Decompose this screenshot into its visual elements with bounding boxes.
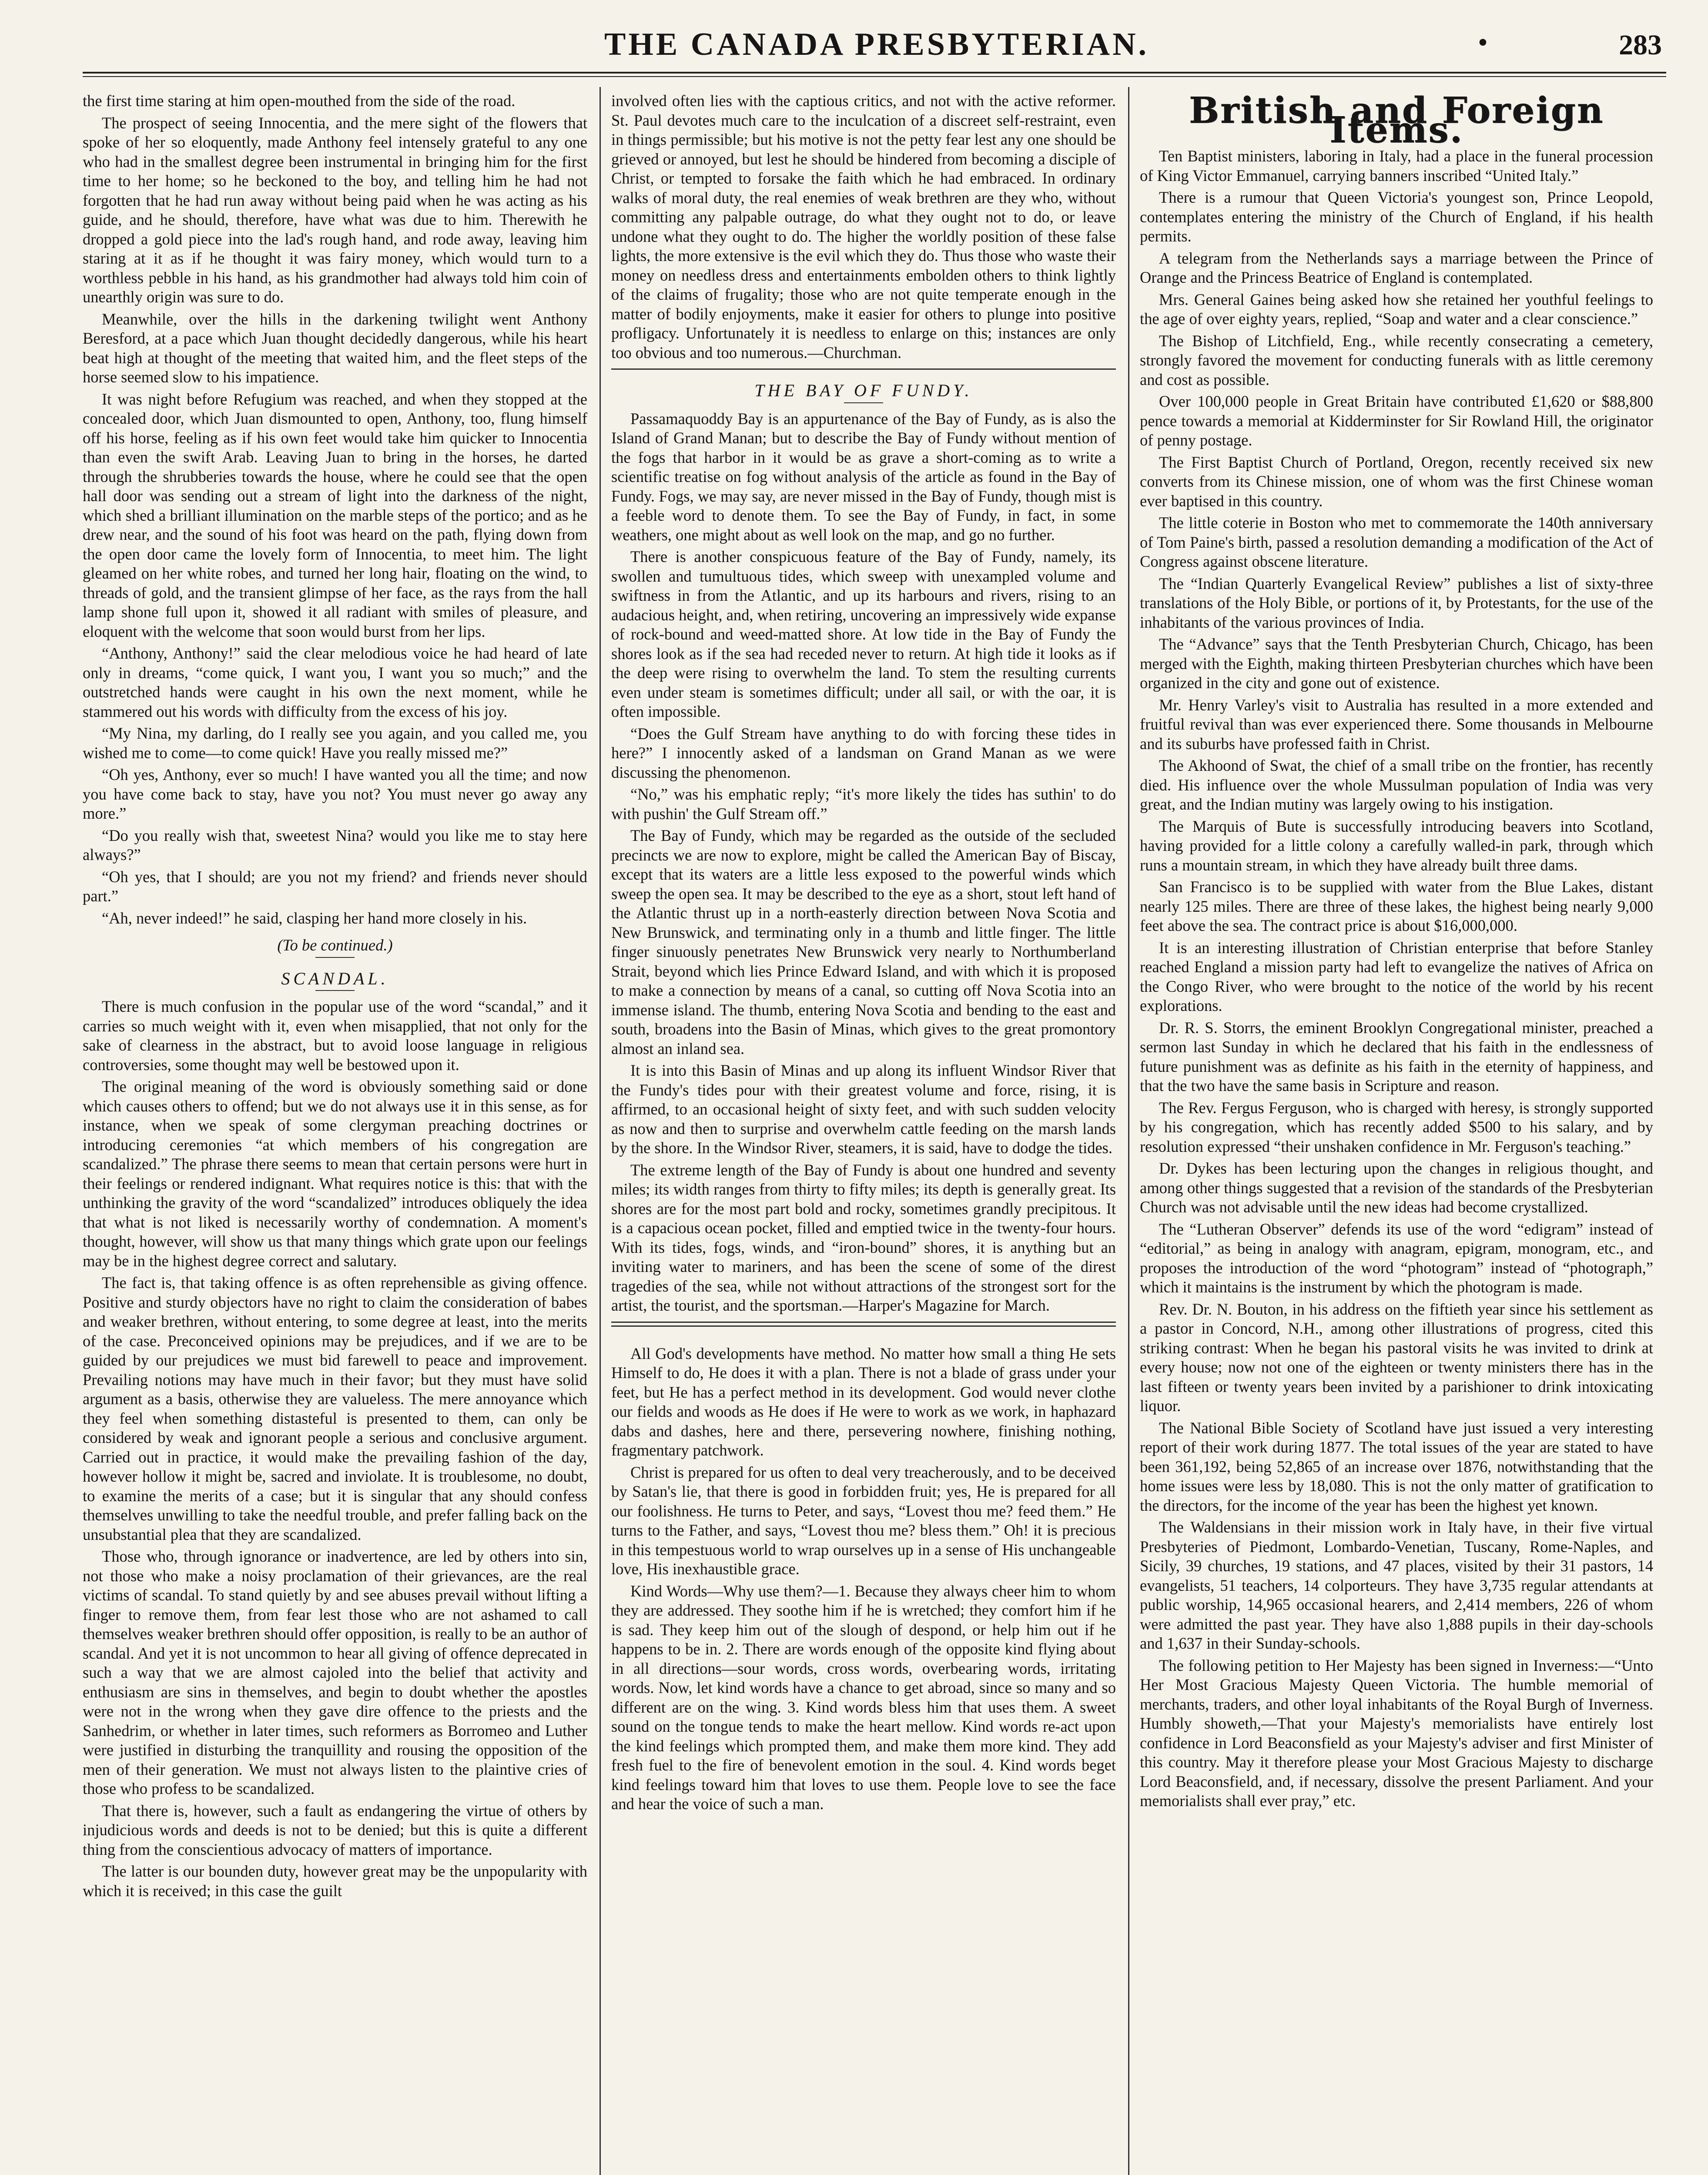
paragraph: “My Nina, my darling, do I really see you again, and you called me, you wished me to come—to come quick! Have you really missed me?” <box>83 724 587 762</box>
paragraph: It is into this Basin of Minas and up along its influent Windsor River that the Fundy's tides pour with their greatest volume and force, rising, it is affirmed, to an occasional height of sixty feet, and with such sudden velocity as now and then to surprise and overwhelm cattle feeding on the marsh lands by the shore. In the Windsor River, steamers, it is said, have to dodge the tides. <box>611 1061 1116 1157</box>
british-foreign-items-heading: British and Foreign Items. <box>1189 91 1604 151</box>
paragraph: Over 100,000 people in Great Britain have contributed £1,620 or $88,800 pence towards a memorial at Kidderminster for Sir Rowland Hill, the originator of penny postage. <box>1140 392 1653 449</box>
paragraph: The “Advance” says that the Tenth Presbyterian Church, Chicago, has been merged with the Eighth, making thirteen Presbyterian churches which have been organized in the city and gone out of existence. <box>1140 635 1653 692</box>
paragraph: The little coterie in Boston who met to commemorate the 140th anniversary of Tom Paine's birth, passed a resolution demanding a modification of the Act of Congress against obscene literature. <box>1140 514 1653 570</box>
fundy-title: THE BAY OF FUNDY. <box>754 381 973 400</box>
paragraph: Rev. Dr. N. Bouton, in his address on the fiftieth year since his settlement as a pastor in Concord, N.H., among other illustrations of progress, cited this striking contrast: When he began his pastoral visits he was invited to drink at every house; now not one of the eighteen or twenty ministers there has in the last fifteen or twenty years been invited by a parishioner to drink intoxicating liquor. <box>1140 1300 1653 1415</box>
section-divider <box>611 1322 1116 1327</box>
paragraph: There is another conspicuous feature of the Bay of Fundy, namely, its swollen and tumultuous tides, which sweep with unexampled volume and swiftness in from the Atlantic, and up its harbours and rivers, rising to an audacious height, and, when retiring, uncovering an impressively wide expanse of rock-bound and weed-matted shore. At low tide in the Bay of Fundy the shores look as if the sea had receded never to return. At high tide it looks as if the deep were rising to overwhelm the land. To stem the resulting currents even under steam is sometimes difficult; under all sail, or with the oar, it is often impossible. <box>611 548 1116 720</box>
paragraph: The prospect of seeing Innocentia, and the mere sight of the flowers that spoke of her so eloquently, made Anthony feel intensely grateful to any one who had in the smallest degree been instrumental in bringing him for the first time to her home; so he beckoned to the boy, and telling him he had not forgotten that he had run away without being paid when he was acting as his guide, and he should, therefore, have what was due to him. Therewith he dropped a gold piece into the lad's rough hand, and rode away, leaving him staring at it as if he thought it was fairy money, which would turn to a worthless pebble in his hand, as his grandmother had always told him coin of unearthly origin was sure to do. <box>83 114 587 306</box>
paragraph: The First Baptist Church of Portland, Oregon, recently received six new converts from its Chinese mission, one of whom was the first Chinese woman ever baptised in this country. <box>1140 453 1653 510</box>
paragraph: The Bishop of Litchfield, Eng., while recently consecrating a cemetery, strongly favored the movement for conducting funerals with as little ceremony and cost as possible. <box>1140 331 1653 388</box>
column-3 <box>1140 91 1653 2175</box>
paragraph: The “Indian Quarterly Evangelical Review” publishes a list of sixty-three translations of the Holy Bible, or portions of it, by Protestants, for the use of the inhabitants of the various provinces of India. <box>1140 574 1653 631</box>
paragraph: The following petition to Her Majesty has been signed in Inverness:—“Unto Her Most Gracious Majesty Queen Victoria. The humble memorial of merchants, traders, and other loyal inhabitants of the Royal Burgh of Inverness. Humbly showeth,—That your Majesty's memorialists have entirely lost confidence in Lord Beaconsfield as your Majesty's adviser and first Minister of this country. May it therefore please your Most Gracious Majesty to discharge Lord Beaconsfield, and, if necessary, dissolve the present Parliament. And your memorialists shall ever pray,” etc. <box>1140 1656 1653 1810</box>
paragraph: involved often lies with the captious critics, and not with the active reformer. St. Paul devotes much care to the inculcation of a discreet self-restraint, even in things permissible; but his motive is not the petty fear lest any one should be grieved or annoyed, but lest he should be hindered from becoming a disciple of Christ, or tempted to forsake the faith which he had embraced. In ordinary walks of moral duty, the real enemies of weak brethren are they who, without committing any palpable outrage, do what they ought not to do, or leave undone what they ought to do. The higher the worldly position of these false lights, the more extensive is the evil which they do. Thus those who waste their money on needless dress and entertainments embolden others to think lightly of the claims of frugality; those who are not quite temperate enough in the matter of bodily enjoyments, make it easier for others to plunge into positive profligacy. Unfortunately it is needless to enlarge on this; instances are only too obvious and too numerous.—Churchman. <box>611 92 1116 361</box>
section-divider <box>315 957 355 958</box>
paragraph: The fact is, that taking offence is as often reprehensible as giving offence. Positive and sturdy objectors have no right to claim the consideration of babes and weaker brethren, without entering, to some degree at least, into the merits of the case. Preconceived opinions may be prejudices, and if we are to be guided by our prejudices we must bid farewell to peace and improvement. Prevailing notions may have much in their favor; but they must have solid argument as a basis, otherwise they are valueless. The mere annoyance which they feel when something distasteful is presented to them, can only be considered by weak and ignorant people a serious and conclusive argument. Carried out in practice, it would make the prevailing fashion of the day, however hollow it might be, sacred and inviolate. It is troublesome, no doubt, to examine the merits of a case; but it is singular that any should confess themselves unwilling to take the needful trouble, and prefer falling back on the unsubstantial plea that they are scandalized. <box>83 1274 587 1543</box>
paragraph: Passamaquoddy Bay is an appurtenance of the Bay of Fundy, as is also the Island of Grand Manan; but to describe the Bay of Fundy without mention of the fogs that harbor in it would be as grave a short-coming as to write a scientific treatise on fog without analysis of the article as found in the Bay of Fundy. Fogs, we may say, are never missed in the Bay of Fundy, though mist is a feeble word to denote them. To see the Bay of Fundy, in fact, in some weathers, one might about as well look on the map, and go no further. <box>611 409 1116 544</box>
paragraph: “Does the Gulf Stream have anything to do with forcing these tides in here?” I innocently asked of a landsman on Grand Manan as we were discussing the phenomenon. <box>611 724 1116 781</box>
paragraph: It is an interesting illustration of Christian enterprise that before Stanley reached England a mission party had left to evangelize the natives of Africa on the Congo River, who were brought to the notice of the world by his recent explorations. <box>1140 938 1653 1014</box>
paragraph: The extreme length of the Bay of Fundy is about one hundred and seventy miles; its width ranges from thirty to fifty miles; its depth is generally great. Its shores are for the most part bold and rocky, sometimes grandly precipitous. It is a capacious ocean pocket, filled and emptied twice in the twenty-four hours. With its tides, fogs, winds, and “iron-bound” shores, it is anything but an inviting water to mariners, and has been the scene of some of the direst tragedies of the sea, while not without attractions of the strongest sort for the artist, the tourist, and the sportsman.—Harper's Magazine for March. <box>611 1161 1116 1314</box>
paragraph: “Oh yes, Anthony, ever so much! I have wanted you all the time; and now you have come back to stay, have you not? You must never go away any more.” <box>83 766 587 822</box>
column-2 <box>611 91 1116 2175</box>
newspaper-title: THE CANADA PRESBYTERIAN. <box>604 27 1149 62</box>
paragraph: A telegram from the Netherlands says a marriage between the Prince of Orange and the Princess Beatrice of England is contemplated. <box>1140 249 1653 286</box>
paragraph: “Anthony, Anthony!” said the clear melodious voice he had heard of late only in dreams, “come quick, I want you, I want you so much;” and the outstretched hands were caught in his own the next moment, while he stammered out his words with difficulty from the excess of his joy. <box>83 644 587 720</box>
paragraph: San Francisco is to be supplied with water from the Blue Lakes, distant nearly 125 miles. There are three of these lakes, the highest being nearly 9,000 feet above the sea. The contract price is about $16,000,000. <box>1140 878 1653 934</box>
column-1 <box>83 91 587 2175</box>
to-be-continued: (To be continued.) <box>277 936 393 954</box>
paragraph: The Bay of Fundy, which may be regarded as the outside of the secluded precincts we are now to explore, might be called the American Bay of Biscay, except that its waters are a little less exposed to the powerful winds which sweep the open sea. It may be described to the eye as a short, stout left hand of the Atlantic thrust up in a north-easterly direction between Nova Scotia and New Brunswick, and terminating only in a thumb and little finger. The little finger sinuously penetrates New Brunswick very nearly to Northumberland Strait, beyond which lies Prince Edward Island, and with which it is proposed to make a connection by means of a canal, so cutting off Nova Scotia into an immense island. The thumb, entering Nova Scotia and bending to the east and south, broadens into the Basin of Minas, which gives to the great promontory almost an inland sea. <box>611 826 1116 1057</box>
paragraph: Kind Words—Why use them?—1. Because they always cheer him to whom they are addressed. They soothe him if he is wretched; they comfort him if he is sad. They keep him out of the slough of despond, or help him out if he happens to be in. 2. There are words enough of the opposite kind flying about in all directions—sour words, cross words, overbearing words, irritating words. Now, let kind words have a chance to get abroad, since so many and so different are on the wing. 3. Kind words bless him that uses them. A sweet sound on the tongue tends to make the heart mellow. Kind words re-act upon the kind feelings which prompted them, and make them more kind. They add fresh fuel to the fire of benevolent emotion in the soul. 4. Kind words beget kind feelings toward him that loves to use them. People love to see the face and hear the voice of such a man. <box>611 1582 1116 1813</box>
scandal-title: SCANDAL. <box>281 968 389 988</box>
paragraph: The latter is our bounden duty, however great may be the unpopularity with which it is received; in this case the guilt <box>83 1862 587 1900</box>
section-divider <box>611 368 1116 370</box>
paragraph: It was night before Refugium was reached, and when they stopped at the concealed door, which Juan dismounted to open, Anthony, too, flung himself off his horse, feeling as if his own feet would take him quicker to Innocentia than even the swift Arab. Leaving Juan to bring in the horses, he darted through the shrubberies towards the house, where he could see that the open hall door was sending out a stream of light into the darkness of the night, which shed a brilliant illumination on the marble steps of the portico; and as he drew near, and the sound of his foot was heard on the path, flying down from the open door came the lovely form of Innocentia, to meet him. The light gleamed on her white robes, and turned her long hair, floating on the wind, to threads of gold, and the transient glimpse of her face, as the rays from the hall lamp shone full upon it, showed it all radiant with smiles of pleasure, and eloquent with the welcome that soon would burst from her lips. <box>83 390 587 640</box>
paragraph: Christ is prepared for us often to deal very treacherously, and to be deceived by Satan's lie, that there is good in forbidden fruit; yes, He is prepared for all our foolishness. He turns to Peter, and says, “Lovest thou me? feed them.” He turns to the Father, and says, “Lovest thou me? bless them.” Oh! it is precious in this tempestuous world to wrap ourselves up in a sense of His unchangeable love, His inexhaustible grace. <box>611 1463 1116 1578</box>
paragraph: the first time staring at him open-mouthed from the side of the road. <box>83 92 516 110</box>
paragraph: The original meaning of the word is obviously something said or done which causes others to offend; but we do not always use it in this sense, as for instance, when we speak of some clergyman preaching doctrines or introducing ceremonies “at which members of his congregation are scandalized.” The phrase there seems to mean that certain persons were hurt in their feelings or rendered indignant. What requires notice is this: that with the unthinking the gravity of the word “scandalized” introduces obliquely the idea that what is not liked is necessarily worthy of condemnation. A moment's thought, however, will show us that many things which grate upon our feelings may be in the highest degree correct and salutary. <box>83 1077 587 1270</box>
paragraph: Ten Baptist ministers, laboring in Italy, had a place in the funeral procession of King Victor Emmanuel, carrying banners inscribed “United Italy.” <box>1140 147 1653 184</box>
paragraph: The Rev. Fergus Ferguson, who is charged with heresy, is strongly supported by his congregation, which has recently added $500 to his salary, and by resolution expressed “their unshaken confidence in Mr. Ferguson's teaching.” <box>1140 1098 1653 1155</box>
paragraph: Mr. Henry Varley's visit to Australia has resulted in a more extended and fruitful revival than was ever experienced there. Some thousands in Melbourne and its suburbs have professed faith in Christ. <box>1140 696 1653 753</box>
paragraph: “Oh yes, that I should; are you not my friend? and friends never should part.” <box>83 867 587 905</box>
paragraph: There is much confusion in the popular use of the word “scandal,” and it carries so much weight with it, even when misapplied, that not only for the sake of clearness in the abstract, but to avoid loose language in religious controversies, some thought may well be bestowed upon it. <box>83 997 587 1074</box>
page-number: 283 <box>1619 29 1662 61</box>
section-divider <box>315 990 355 991</box>
header-dot: • <box>1477 27 1488 58</box>
column-rule-1 <box>599 87 601 2175</box>
paragraph: Those who, through ignorance or inadvertence, are led by others into sin, not those who make a noisy proclamation of their grievances, are the real victims of scandal. To stand quietly by and see abuses prevail without lifting a finger to remove them, from fear lest those who are not ashamed to call themselves weaker brethren should offer opposition, is really to be an author of scandal. And yet it is not uncommon to hear all giving of offence deprecated in such a way that we are almost cajoled into the belief that activity and enthusiasm are sins in themselves, and begin to doubt whether the apostles were not in the wrong when they gave dire offence to the priests and the Sanhedrim, or whether in later times, such reformers as Borromeo and Luther were justified in disturbing the tranquillity and rousing the opposition of the men of their generation. We must not always listen to the plaintive cries of those who profess to be scandalized. <box>83 1547 587 1797</box>
paragraph: “Ah, never indeed!” he said, clasping her hand more closely in his. <box>102 909 527 927</box>
header-rule <box>83 72 1666 77</box>
paragraph: The National Bible Society of Scotland have just issued a very interesting report of their work during 1877. The total issues of the year are stated to have been 361,192, being 52,865 of an increase over 1876, notwithstanding that the home issues were less by 18,080. This is not the only matter of gratification to the directors, for the income of the year has been the highest yet known. <box>1140 1419 1653 1514</box>
column-rule-2 <box>1128 87 1129 2175</box>
paragraph: Dr. R. S. Storrs, the eminent Brooklyn Congregational minister, preached a sermon last Sunday in which he declared that his faith in the endlessness of future punishment was as definite as his faith in the eternity of happiness, and that the two have the same basis in Scripture and reason. <box>1140 1018 1653 1094</box>
paragraph: The Akhoond of Swat, the chief of a small tribe on the frontier, has recently died. His influence over the whole Mussulman population of India was very great, and the Indian mutiny was largely owing to his instigation. <box>1140 756 1653 813</box>
paragraph: Mrs. General Gaines being asked how she retained her youthful feelings to the age of over eighty years, replied, “Soap and water and a clear conscience.” <box>1140 290 1653 328</box>
paragraph: Dr. Dykes has been lecturing upon the changes in religious thought, and among other things suggested that a revision of the standards of the Presbyterian Church was not advisable until the new ideas had become crystallized. <box>1140 1159 1653 1216</box>
paragraph: The Marquis of Bute is successfully introducing beavers into Scotland, having provided for a little colony a carefully walled-in park, through which runs a mountain stream, in which they have already built three dams. <box>1140 817 1653 874</box>
section-divider <box>844 402 883 403</box>
paragraph: “No,” was his emphatic reply; “it's more likely the tides has suthin' to do with pushin' the Gulf Stream off.” <box>611 785 1116 823</box>
paragraph: Meanwhile, over the hills in the darkening twilight went Anthony Beresford, at a pace which Juan thought decidedly dangerous, while his heart beat high at thought of the meeting that waited him, and the fleet steps of the horse seemed slow to his impatience. <box>83 310 587 386</box>
paragraph: The “Lutheran Observer” defends its use of the word “edigram” instead of “editorial,” as being in analogy with anagram, epigram, monogram, etc., and proposes the introduction of the word “photogram” instead of “photograph,” which it maintains is the instrument by which the photogram is made. <box>1140 1220 1653 1296</box>
paragraph: That there is, however, such a fault as endangering the virtue of others by injudicious words and deeds is not to be denied; but this is quite a different thing from the conscientious advocacy of matters of importance. <box>83 1801 587 1858</box>
paragraph: “Do you really wish that, sweetest Nina? would you like me to stay here always?” <box>83 826 587 863</box>
paragraph: The Waldensians in their mission work in Italy have, in their five virtual Presbyteries of Piedmont, Lombardo-Venetian, Tuscany, Rome-Naples, and Sicily, 39 churches, 19 stations, and 47 places, visited by their 31 pastors, 14 evangelists, 51 teachers, 14 colporteurs. They have 3,735 regular attendants at public worship, 14,965 occasional hearers, and 2,414 members, 226 of whom were admitted the past year. They have also 1,888 pupils in their day-schools and 1,637 in their Sunday-schools. <box>1140 1518 1653 1652</box>
masthead <box>83 17 1671 78</box>
paragraph: There is a rumour that Queen Victoria's youngest son, Prince Leopold, contemplates entering the ministry of the Church of England, if his health permits. <box>1140 188 1653 245</box>
paragraph: All God's developments have method. No matter how small a thing He sets Himself to do, He does it with a plan. There is not a blade of grass under your feet, but He has a perfect method in its development. God would never clothe our fields and woods as He does if He were to work as we work, in haphazard dabs and dashes, here and there, persevering nowhere, finishing nothing, fragmentary patchwork. <box>611 1344 1116 1459</box>
